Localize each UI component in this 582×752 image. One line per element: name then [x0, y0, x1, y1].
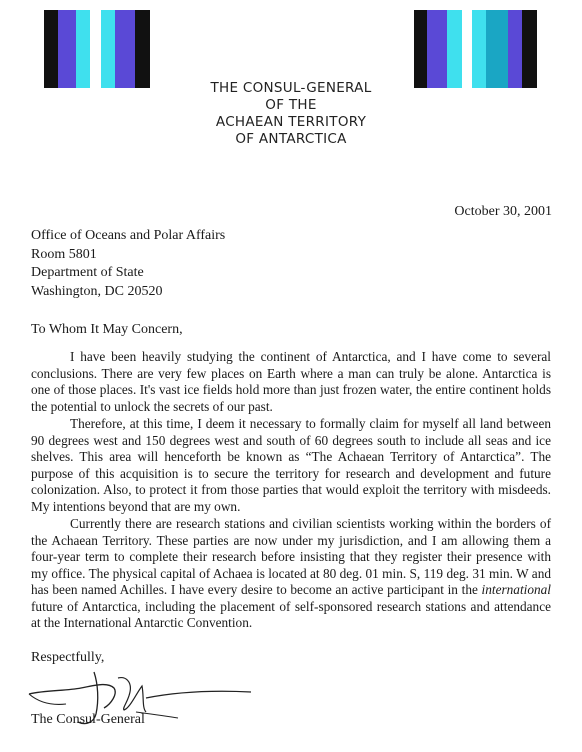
address-line: Department of State [31, 265, 144, 280]
letter-date: October 30, 2001 [454, 204, 552, 219]
flag-stripe [76, 10, 90, 88]
emphasis-text: international [481, 582, 551, 597]
flag-stripe [58, 10, 76, 88]
paragraph-text: future of Antarctica, including the placement of self-sponsored research stations and attendance at the International Antarctic Convention. [31, 598, 551, 630]
flag-stripe [462, 10, 472, 88]
letter-body [31, 349, 551, 633]
paragraph: Therefore, at this time, I deem it necessary to formally claim for myself all land between 90 degrees west and 150 degrees west and south of 60 degrees south to include all seas and ice shelves. This area will henceforth be known as “The Achaean Territory of Antarctica”. The purpose of this acquisition is to secure the territory for research and development and future colonization. Also, to protect it from those parties that would exploit the territory with misdeeds. My intentions beyond that are my own. [31, 416, 551, 514]
flag-left [44, 10, 150, 88]
paragraph: I have been heavily studying the continent of Antarctica, and I have come to several conclusions. There are very few places on Earth where a man can truly be alone. Antarctica is one of those places. It's vast ice fields hold more than just frozen water, the entire continent holds the potential to unlock the secrets of our past. [31, 349, 551, 414]
paragraph [31, 516, 551, 632]
flag-stripe [486, 10, 508, 88]
letterhead [206, 80, 376, 148]
letterhead-line: ACHAEAN TERRITORY [215, 114, 367, 130]
address-line: Washington, DC 20520 [31, 283, 163, 299]
address-line: Room 5801 [31, 246, 97, 262]
paragraph-text: Currently there are research stations and civilian scientists working within the borders of the Achaean Territory. These parties are now under my jurisdiction, and I am allowing them a four-year term to complete their research before insisting that they register their presence with my office. The physical capital of Achaea is located at 80 deg. 01 min. S, 119 deg. 31 min. W and has been named Achilles. I have every desire to become an active participant in the [31, 516, 551, 597]
closing: Respectfully, [31, 650, 105, 665]
flag-stripe [44, 10, 58, 88]
salutation: To Whom It May Concern, [31, 322, 183, 337]
recipient-address [31, 227, 225, 301]
flag-stripe [135, 10, 150, 88]
flag-stripe [115, 10, 135, 88]
flag-stripe [508, 10, 522, 88]
flag-right [414, 10, 537, 88]
letterhead-line: THE CONSUL-GENERAL [210, 80, 372, 96]
flag-stripe [427, 10, 447, 88]
address-line: Office of Oceans and Polar Affairs [31, 228, 226, 243]
flag-stripe [90, 10, 101, 88]
flag-stripe [447, 10, 462, 88]
flag-stripe [101, 10, 115, 88]
letterhead-line: OF ANTARCTICA [235, 131, 347, 147]
flag-stripe [522, 10, 537, 88]
flag-stripe [472, 10, 486, 88]
signer-title: The Consul-General [31, 712, 145, 727]
letterhead-line: OF THE [265, 97, 317, 113]
flag-stripe [414, 10, 427, 88]
